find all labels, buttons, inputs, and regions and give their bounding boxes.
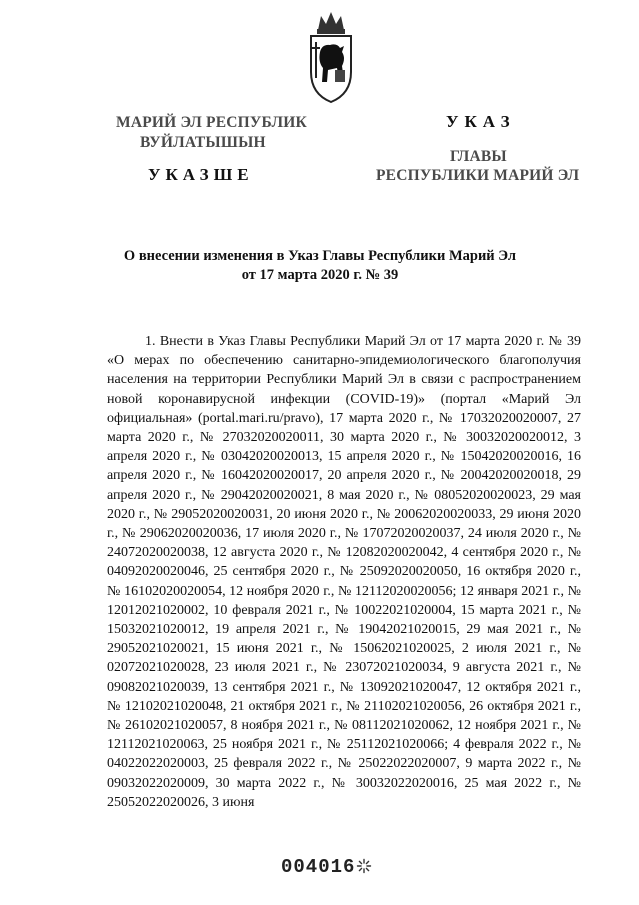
document-title-line1: О внесении изменения в Указ Главы Республики Марий Эл [123,248,517,264]
asterisk-mark-icon [356,858,372,874]
header-left-line2: ВУЙЛАТЫШЫН [140,134,266,151]
body-paragraph: 1. Внести в Указ Главы Республики Марий Эл от 17 марта 2020 г. № 39 «О мерах по обеспечению санитарно-эпидемиологического благополучия населения на территории Республики Марий Эл в связи с распространением новой коронавирусной инфекции (COVID-19)» (портал «Марий Эл официальная» (portal.mari.ru/pravo), 17 марта 2020 г., № 17032020020007, 27 марта 2020 г., № 27032020020011, 30 марта 2020 г., № 30032020020012, 3 апреля 2020 г., № 03042020020013, 15 апреля 2020 г., № 15042020020016, 16 апреля 2020 г., № 16042020020017, 20 апреля 2020 г., № 20042020020018, 29 апреля 2020 г., № 29042020020021, 8 мая 2020 г., № 08052020020023, 29 мая 2020 г., № 29052020020031, 20 июня 2020 г., № 20062020020033, 29 июня 2020 г., № 29062020020036, 17 июля 2020 г., № 17072020020037, 24 июля 2020 г., № 24072020020038, 12 августа 2020 г., № 12082020020042, 4 сентября 2020 г., № 04092020020046, 25 сентября 2020 г., № 25092020020050, 16 октября 2020 г., № 16102020020054, 12 ноября 2020 г., № 12112020020056; 12 января 2021 г., № 12012021020002, 10 февраля 2021 г., № 10022021020004, 15 марта 2021 г., № 15032021020012, 19 апреля 2021 г., № 19042021020015, 29 мая 2021 г., № 29052021020021, 15 июня 2021 г., № 15062021020025, 2 июля 2021 г., № 02072021020028, 23 июля 2021 г., № 23072021020034, 9 августа 2021 г., № 09082021020039, 13 сентября 2021 г., № 13092021020047, 12 октября 2021 г., № 12102021020048, 21 октября 2021 г., № 21102021020056, 26 октября 2021 г., № 26102021020057, 8 ноября 2021 г., № 08112021020062, 12 ноября 2021 г., № 12112021020063, 25 ноября 2021 г., № 25112021020066; 4 февраля 2022 г., № 04022022020003, 25 февраля 2022 г., № 25022022020007, 9 марта 2022 г., № 09032022020009, 30 марта 2022 г., № 30032022020016, 25 мая 2022 г., № 25052022020026, 3 июня [107,334,581,810]
document-title-line2: от 17 марта 2020 г. № 39 [241,267,399,283]
header-right-line3: РЕСПУБЛИКИ МАРИЙ ЭЛ [376,167,580,184]
coat-of-arms-icon [304,8,358,106]
serial-number: 004016 [281,856,356,878]
header-right-decree: УКАЗ [446,112,516,131]
header-left-line1: МАРИЙ ЭЛ РЕСПУБЛИК [116,114,307,131]
header-right-line2: ГЛАВЫ [450,148,507,165]
header-left-decree: УКАЗШЕ [148,165,254,184]
